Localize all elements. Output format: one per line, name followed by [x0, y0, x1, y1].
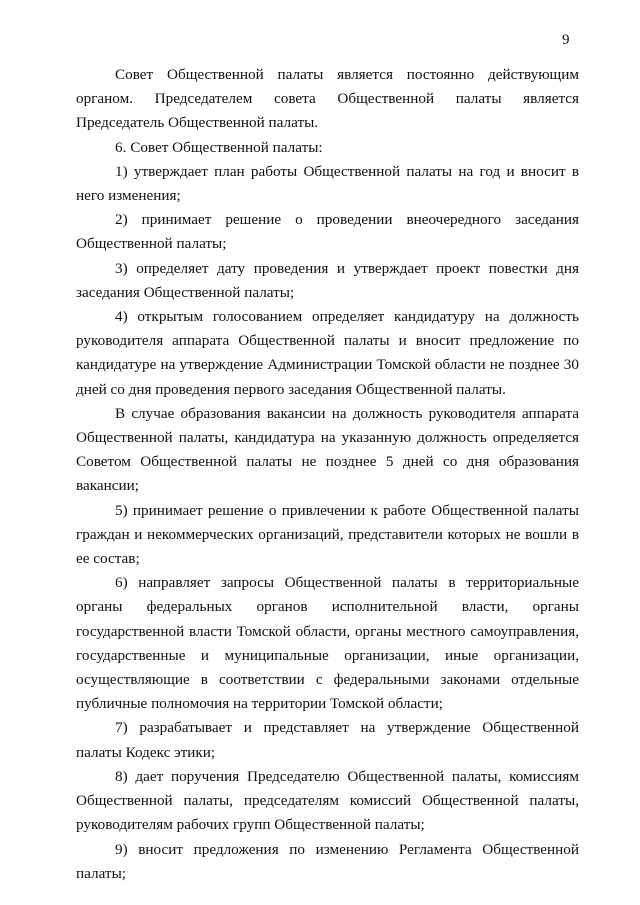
paragraph-item-2: 2) принимает решение о проведении внеочередного заседания Общественной палаты; [76, 211, 579, 253]
paragraph-item-9: 9) вносит предложения по изменению Регламента Общественной палаты; [76, 840, 579, 882]
paragraph-item-7: 7) разрабатывает и представляет на утверждение Общественной палаты Кодекс этики; [76, 719, 579, 761]
paragraph-item-6: 6) направляет запросы Общественной палаты в территориальные органы федеральных органов исполнительной власти, органы государственной власти Томской области, органы местного самоуправления, государственные и муниципальные организации, иные организации, осуществляющие в соответствии с федеральными законами отдельные публичные полномочия на территории Томской области; [76, 574, 579, 713]
page-number: 9 [562, 32, 570, 48]
paragraph-council-definition: Совет Общественной палаты является постоянно действующим органом. Председателем совета Общественной палаты является Председатель Общественной палаты. [76, 66, 579, 132]
paragraph-vacancy: В случае образования вакансии на должность руководителя аппарата Общественной палаты, кандидатура на указанную должность определяется Советом Общественной палаты не позднее 5 дней со дня образования вакансии; [76, 404, 579, 495]
paragraph-section-6-heading: 6. Совет Общественной палаты: [115, 138, 323, 156]
document-body [76, 63, 579, 886]
paragraph-item-3: 3) определяет дату проведения и утверждает проект повестки дня заседания Общественной палаты; [76, 259, 579, 301]
paragraph-item-1: 1) утверждает план работы Общественной палаты на год и вносит в него изменения; [76, 162, 579, 205]
paragraph-item-8: 8) дает поручения Председателю Общественной палаты, комиссиям Общественной палаты, председателям комиссий Общественной палаты, руководителям рабочих групп Общественной палаты; [76, 767, 579, 834]
paragraph-item-5: 5) принимает решение о привлечении к работе Общественной палаты граждан и некоммерческих организаций, представители которых не вошли в ее состав; [76, 501, 579, 568]
paragraph-item-4: 4) открытым голосованием определяет кандидатуру на должность руководителя аппарата Общественной палаты и вносит предложение по кандидатуре на утверждение Администрации Томской области не позднее 30 дней со дня проведения первого заседания Общественной палаты. [76, 308, 579, 398]
